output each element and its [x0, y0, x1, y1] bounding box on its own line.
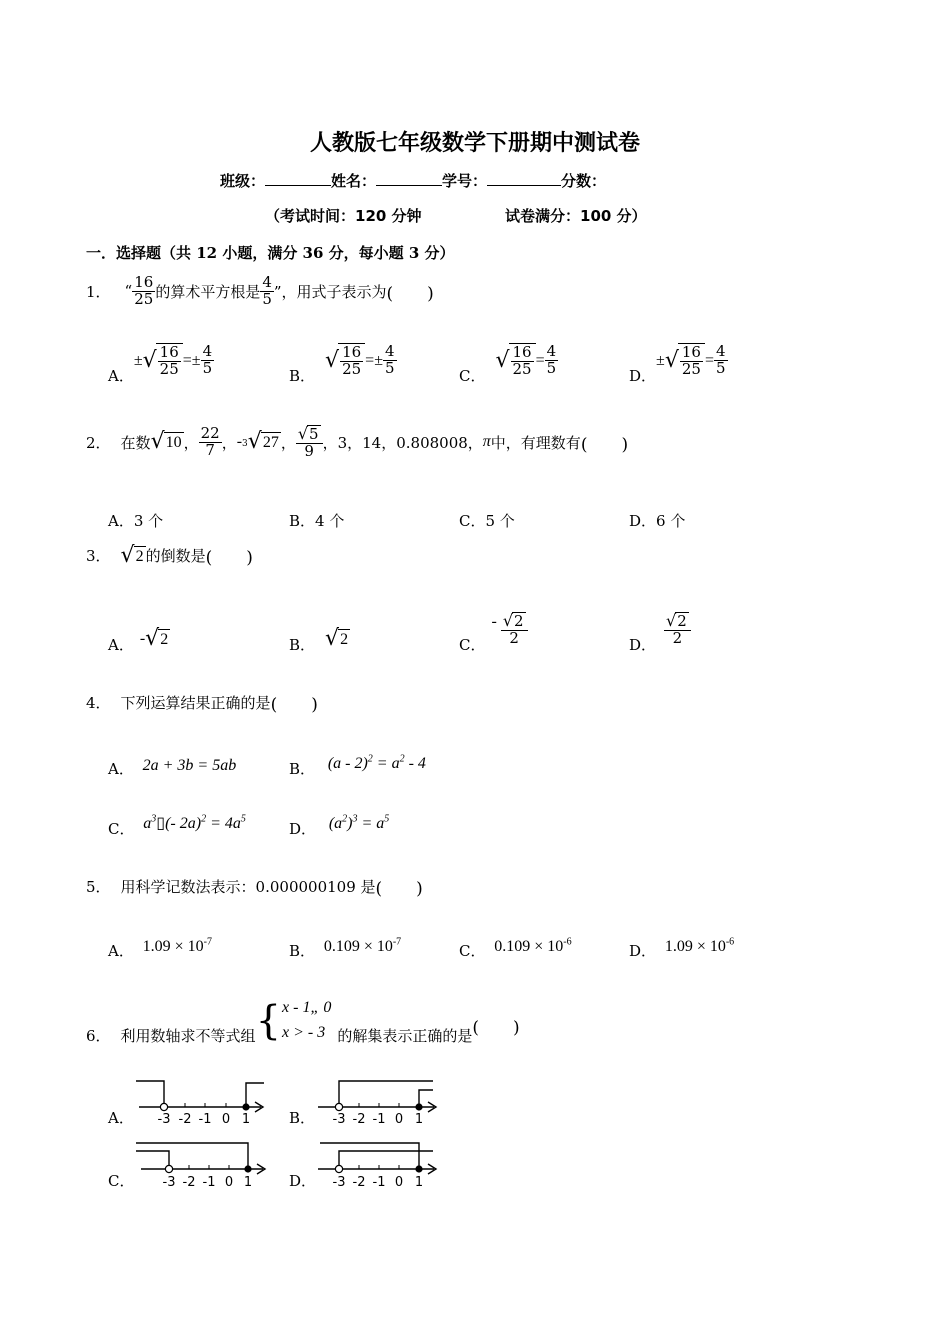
tick-label: 0	[394, 1175, 404, 1190]
q5-option-d[interactable]	[629, 936, 735, 961]
closed-point	[242, 1103, 249, 1110]
frac-den: 5	[384, 359, 395, 377]
q6-text-end: 的解集表示正确的是	[337, 1027, 473, 1045]
page-title: 人教版七年级数学下册期中测试卷	[309, 131, 640, 156]
q2-intro: 在数	[120, 433, 151, 452]
tick-label: 0	[394, 1112, 404, 1126]
radicand: 5	[309, 425, 319, 443]
exponent: 3	[352, 813, 358, 825]
tick-label: -1	[202, 1175, 216, 1190]
answer-bracket: ( )	[205, 548, 253, 568]
radicand: 2	[514, 612, 524, 631]
expression	[329, 815, 389, 832]
q3-option-a[interactable]: A． - √ 2	[108, 625, 169, 654]
closed-point	[415, 1165, 422, 1172]
q3-tail: 的倒数是	[145, 547, 206, 565]
exponent: 2	[342, 813, 348, 825]
option-label: A．	[108, 942, 134, 960]
frac-den: 2	[509, 629, 519, 647]
q1-option-c[interactable]	[459, 335, 558, 386]
frac-num: 4	[262, 273, 272, 291]
question-3	[86, 543, 253, 568]
q5-number: 5．	[86, 878, 111, 896]
frac-num: 4	[546, 342, 557, 361]
radicand: 10	[165, 434, 182, 452]
frac-den: 25	[159, 360, 179, 378]
tick-label: 1	[241, 1112, 251, 1126]
q5-option-a[interactable]	[108, 936, 212, 961]
q5-text: 用科学记数法表示：0.000000109 是	[120, 878, 376, 896]
open-point	[165, 1165, 172, 1172]
mantissa: 0.109 × 10	[494, 938, 564, 955]
name-label: 姓名：	[331, 172, 377, 190]
exponent: -6	[725, 936, 735, 948]
q4-text: 下列运算结果正确的是	[120, 694, 271, 712]
equals: =	[535, 351, 545, 369]
frac-num: 4	[384, 342, 395, 361]
name-field[interactable]	[376, 171, 442, 186]
value	[324, 938, 401, 955]
tick-label: 1	[243, 1175, 253, 1190]
expr-part: a	[143, 815, 152, 832]
tick-label: 1	[414, 1175, 424, 1190]
question-2: 2． 在数 √ 10 ， $\frac{22}{7}$ ， - 3 √ 27 ， √ 5 9 ，3，14，0.808008， π 中，有理数有 ( )	[86, 423, 629, 460]
frac-den: 5	[262, 289, 272, 308]
q4-option-c[interactable]	[108, 813, 246, 839]
info-line	[220, 170, 606, 191]
tick-label: -1	[198, 1112, 212, 1126]
score-label: 分数：	[561, 172, 607, 190]
tick-label: -2	[178, 1112, 192, 1126]
tick-label: 1	[414, 1112, 424, 1126]
sqrt-10: √ 10	[150, 429, 182, 455]
pi-symbol: π	[482, 433, 491, 451]
expr-part: (a	[328, 815, 343, 832]
q1-option-d[interactable]	[629, 335, 728, 386]
tick-label: -3	[332, 1112, 346, 1126]
frac-den: 7	[205, 440, 215, 459]
q2-tail: 中，有理数有	[490, 433, 581, 452]
expr-part: = a	[361, 815, 385, 832]
q1-text: 的算术平方根是	[155, 282, 261, 301]
q1-open-quote: “	[124, 282, 133, 301]
frac-den: 2	[672, 629, 683, 647]
frac-den: 25	[681, 360, 701, 378]
expression	[143, 815, 246, 832]
sqrt-16-25: √ $\frac{16}{25}$	[495, 343, 535, 378]
frac-num: 16	[342, 343, 362, 362]
exponent: -7	[392, 936, 402, 948]
option-label: B．	[289, 942, 316, 960]
id-label: 学号：	[442, 172, 488, 190]
exponent: 2	[201, 813, 207, 825]
frac-den: 9	[304, 441, 314, 460]
question-1	[86, 275, 434, 308]
q6-option-c-label[interactable]: C．	[108, 1172, 135, 1190]
option-label: C．	[459, 367, 486, 385]
cube-root-27: √ 27	[247, 429, 279, 455]
q2-option-a[interactable]: A．3 个	[108, 512, 164, 530]
open-point	[335, 1103, 342, 1110]
frac-num: 16	[159, 343, 179, 362]
tick-label: 0	[224, 1175, 234, 1190]
exponent: 3	[151, 813, 157, 825]
option-label: D．	[629, 942, 657, 960]
q6-option-b-label[interactable]: B．	[289, 1109, 316, 1127]
minus-sign: -	[139, 629, 146, 647]
tick-label: -3	[332, 1175, 346, 1190]
option-label: B．	[289, 367, 316, 385]
exponent: -6	[563, 936, 572, 948]
q6-option-d-numberline[interactable]	[314, 1138, 454, 1190]
q3-number: 3．	[86, 547, 111, 565]
equals: =	[365, 351, 375, 369]
expr-part: = a	[376, 755, 400, 772]
tick-label: -2	[352, 1112, 366, 1126]
plus-minus: ±	[656, 351, 665, 369]
q2-option-b[interactable]: B．4 个	[289, 512, 345, 530]
q6-option-a-label[interactable]: A．	[108, 1109, 134, 1127]
radicand: 2	[135, 547, 144, 565]
q5-option-b[interactable]	[289, 936, 402, 961]
sqrt-16-25: √ $\frac{16}{25}$	[325, 343, 365, 378]
option-label: D．	[629, 636, 657, 654]
cube-root-index: 3	[242, 439, 248, 449]
plus-minus: ±	[374, 351, 383, 369]
option-label: C．	[459, 636, 486, 654]
expr-part: = 4a	[210, 815, 241, 832]
tick-label: -3	[157, 1112, 171, 1126]
minus-sign: -	[491, 612, 497, 630]
expr-part: (a - 2)	[327, 755, 368, 772]
option-label: C．	[108, 820, 135, 838]
tick-label: -2	[352, 1175, 366, 1190]
frac-den: 5	[715, 359, 726, 377]
option-d-graph	[318, 1143, 436, 1174]
option-label: D．	[289, 820, 317, 838]
q4-option-b[interactable]	[289, 753, 426, 779]
option-label: C．	[459, 942, 486, 960]
question-4	[86, 690, 318, 715]
frac-num: 16	[681, 343, 701, 362]
q2-option-c[interactable]: C．5 个	[459, 512, 515, 530]
frac-num: 4	[202, 342, 213, 361]
exponent: 5	[240, 813, 246, 825]
frac-den: 5	[546, 359, 557, 377]
q5-option-c[interactable]	[459, 936, 572, 961]
exponent: 2	[367, 753, 373, 765]
value	[665, 938, 734, 955]
q6-option-d-label[interactable]: D．	[289, 1172, 317, 1190]
option-label: A．	[108, 760, 134, 778]
q3-option-b[interactable]: B． √ 2	[289, 625, 349, 654]
option-a-graph	[136, 1081, 264, 1112]
id-field[interactable]	[487, 171, 561, 186]
q2-option-d[interactable]: D．6 个	[629, 512, 686, 530]
option-label: B．	[289, 760, 316, 778]
q4-number: 4．	[86, 694, 111, 712]
q6-option-a-numberline[interactable]	[133, 1076, 273, 1126]
tick-label: -1	[372, 1112, 386, 1126]
question-5	[86, 874, 423, 899]
class-field[interactable]	[265, 171, 331, 186]
expression: 2a + 3b = 5ab	[142, 757, 237, 774]
q2-number: 2．	[86, 433, 111, 452]
radicand: 2	[677, 612, 687, 631]
fraction-sqrt5-9: √ 5 9	[296, 425, 323, 460]
q6-number: 6．	[86, 1027, 111, 1045]
radicand: 27	[262, 434, 279, 452]
answer-bracket: ( )	[580, 434, 629, 455]
tick-label: 0	[221, 1112, 231, 1126]
frac-den: 5	[202, 359, 213, 377]
inequality-1: x - 1„ 0	[282, 998, 332, 1016]
frac-den: 25	[134, 289, 154, 308]
equals: =	[182, 351, 192, 369]
sqrt-16-25: √ $\frac{16}{25}$	[143, 343, 183, 378]
open-point	[335, 1165, 342, 1172]
option-label: D．	[629, 367, 657, 385]
section-heading: 一．选择题（共 12 小题，满分 36 分，每小题 3 分）	[86, 244, 455, 262]
q1-option-b[interactable]	[289, 335, 397, 386]
question-6	[86, 995, 520, 1046]
frac-num: 22	[200, 424, 220, 442]
option-b-graph	[318, 1081, 436, 1112]
mult-glyph: ▯	[156, 815, 166, 832]
answer-bracket: ( )	[270, 695, 318, 715]
frac-num: 4	[715, 342, 726, 361]
answer-bracket: ( )	[375, 879, 423, 899]
exponent: 5	[384, 813, 390, 825]
exponent: -7	[203, 936, 212, 948]
q6-text: 利用数轴求不等式组	[120, 1027, 256, 1045]
option-c-graph	[136, 1143, 265, 1174]
answer-bracket: ( )	[472, 1018, 520, 1038]
radicand: 2	[340, 630, 349, 648]
minus-sign: -	[236, 433, 243, 451]
q3-option-d[interactable]: D． √ 2 2	[629, 604, 691, 655]
mantissa: 0.109 × 10	[323, 938, 393, 955]
value	[143, 938, 212, 955]
sqrt-16-25: √ $\frac{16}{25}$	[665, 343, 705, 378]
q1-number: 1．	[86, 282, 111, 301]
open-point	[160, 1103, 167, 1110]
value	[494, 938, 571, 955]
answer-bracket: ( )	[386, 283, 434, 304]
q6-option-b-numberline[interactable]	[314, 1076, 454, 1126]
q1-fraction-16-25	[132, 275, 155, 308]
tick-label: -1	[372, 1175, 386, 1190]
exam-full-score: 试卷满分：100 分）	[505, 207, 647, 225]
plus-minus: ±	[133, 351, 143, 369]
q1-option-a[interactable]	[108, 335, 214, 386]
expr-part: )	[347, 815, 353, 832]
sqrt-2: √ 2	[120, 542, 144, 568]
class-label: 班级：	[220, 172, 266, 190]
q2-rest: ，3，14，0.808008，	[322, 433, 483, 452]
frac-den: 25	[342, 360, 362, 378]
closed-point	[415, 1103, 422, 1110]
frac-num: 16	[134, 273, 154, 291]
q4-option-d[interactable]	[289, 813, 390, 839]
frac-num: 16	[512, 343, 532, 362]
radicand: 2	[160, 630, 169, 648]
option-label: A．	[108, 636, 134, 654]
fraction-22-7	[199, 426, 222, 459]
frac-den: 25	[512, 360, 532, 378]
expression	[328, 755, 426, 772]
tick-label: -2	[182, 1175, 196, 1190]
q3-option-c[interactable]: C． - √ 2 2	[459, 604, 528, 655]
q1-fraction-4-5	[260, 275, 274, 308]
q1-text-end: ”，用式子表示为	[273, 282, 387, 301]
q4-option-a[interactable]	[108, 758, 236, 779]
equals: =	[704, 351, 714, 369]
expr-part: - 4	[404, 755, 426, 772]
closed-point	[244, 1165, 251, 1172]
option-label: B．	[289, 636, 316, 654]
inequality-2: x > - 3	[282, 1023, 326, 1041]
mantissa: 1.09 × 10	[664, 938, 726, 955]
expr-part: (- 2a)	[165, 815, 202, 832]
inequality-system: { x - 1„ 0 x > - 3	[255, 997, 332, 1044]
tick-label: -3	[162, 1175, 176, 1190]
mantissa: 1.09 × 10	[142, 938, 204, 955]
option-label: A．	[108, 367, 134, 385]
q6-option-c-numberline[interactable]	[133, 1138, 273, 1190]
plus-minus: ±	[191, 351, 201, 369]
exponent: 2	[399, 753, 405, 765]
exam-time: （考试时间：120 分钟	[265, 207, 422, 225]
